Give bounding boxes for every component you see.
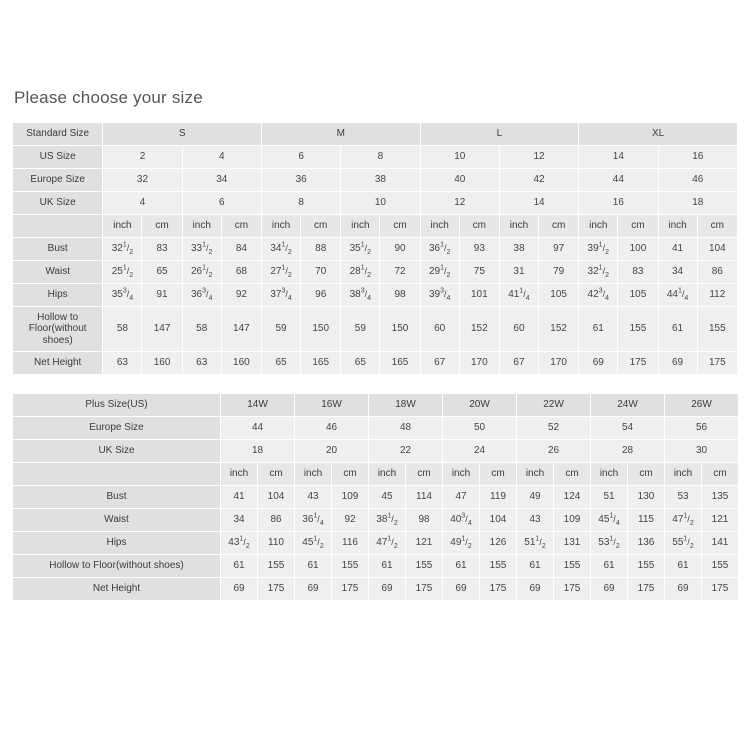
waist-cell: $26^1/_2$ xyxy=(182,261,221,284)
plus-size-table xyxy=(12,393,739,601)
unit-cell: inch xyxy=(182,215,221,238)
net-height-cell: 69 xyxy=(665,578,702,601)
waist-cell: 65 xyxy=(142,261,182,284)
net-height-cell: 175 xyxy=(702,578,739,601)
unit-cell: inch xyxy=(591,463,628,486)
bust-cell: 41 xyxy=(658,238,697,261)
row-label-waist: Waist xyxy=(13,261,103,284)
bust-cell: $39^1/_2$ xyxy=(579,238,618,261)
us-size-cell: 16 xyxy=(658,146,738,169)
bust-cell: 47 xyxy=(443,486,480,509)
waist-cell: 86 xyxy=(697,261,737,284)
net-height-cell: 69 xyxy=(517,578,554,601)
row-label-bust: Bust xyxy=(13,238,103,261)
waist-cell: 31 xyxy=(499,261,538,284)
unit-cell: cm xyxy=(380,215,420,238)
bust-cell: 49 xyxy=(517,486,554,509)
table-row-standard-size xyxy=(13,123,738,146)
plus-size-cell: 24W xyxy=(591,394,665,417)
uk-size-cell: 16 xyxy=(579,192,658,215)
hips-cell: $45^1/_2$ xyxy=(295,532,332,555)
europe-size-cell: 32 xyxy=(103,169,182,192)
unit-cell: inch xyxy=(221,463,258,486)
row-label-hollow-to-floor xyxy=(13,307,103,352)
bust-cell: 53 xyxy=(665,486,702,509)
us-size-cell: 8 xyxy=(341,146,420,169)
bust-cell: $34^1/_2$ xyxy=(261,238,300,261)
hips-cell: 98 xyxy=(380,284,420,307)
table-row-hollow-plus xyxy=(13,555,739,578)
waist-cell: $25^1/_2$ xyxy=(103,261,142,284)
row-label-hips-plus: Hips xyxy=(13,532,221,555)
unit-cell: inch xyxy=(420,215,459,238)
table-row-net-height xyxy=(13,352,738,375)
hips-cell: $49^1/_2$ xyxy=(443,532,480,555)
table-row-bust xyxy=(13,238,738,261)
net-height-cell: 67 xyxy=(499,352,538,375)
unit-cell: inch xyxy=(665,463,702,486)
uk-size-cell: 18 xyxy=(221,440,295,463)
waist-cell: 75 xyxy=(459,261,499,284)
europe-size-cell: 52 xyxy=(517,417,591,440)
row-label-uk-size: UK Size xyxy=(13,192,103,215)
net-height-cell: 165 xyxy=(301,352,341,375)
hollow-cell: 61 xyxy=(591,555,628,578)
table-row-uk-size-plus xyxy=(13,440,739,463)
size-group-m: M xyxy=(261,123,420,146)
net-height-cell: 175 xyxy=(332,578,369,601)
waist-cell: 98 xyxy=(406,509,443,532)
net-height-cell: 175 xyxy=(554,578,591,601)
unit-cell: inch xyxy=(443,463,480,486)
europe-size-cell: 46 xyxy=(295,417,369,440)
bust-cell: 104 xyxy=(697,238,737,261)
hips-cell: $38^3/_4$ xyxy=(341,284,380,307)
waist-cell: 79 xyxy=(539,261,579,284)
hips-cell: $39^3/_4$ xyxy=(420,284,459,307)
net-height-cell: 175 xyxy=(697,352,737,375)
hollow-cell: 61 xyxy=(517,555,554,578)
net-height-cell: 170 xyxy=(539,352,579,375)
hollow-cell: 59 xyxy=(261,307,300,352)
europe-size-cell: 40 xyxy=(420,169,499,192)
table-row-us-size xyxy=(13,146,738,169)
unit-cell: cm xyxy=(406,463,443,486)
size-group-xl: XL xyxy=(579,123,738,146)
uk-size-cell: 14 xyxy=(499,192,578,215)
hips-cell: 110 xyxy=(258,532,295,555)
net-height-cell: 175 xyxy=(628,578,665,601)
waist-cell: 83 xyxy=(618,261,658,284)
unit-cell: cm xyxy=(142,215,182,238)
unit-cell: inch xyxy=(658,215,697,238)
row-label-uk-size-plus: UK Size xyxy=(13,440,221,463)
us-size-cell: 6 xyxy=(261,146,340,169)
size-group-s: S xyxy=(103,123,262,146)
table-row-net-height-plus xyxy=(13,578,739,601)
hips-cell: $55^1/_2$ xyxy=(665,532,702,555)
uk-size-cell: 20 xyxy=(295,440,369,463)
hollow-cell: 150 xyxy=(380,307,420,352)
net-height-cell: 175 xyxy=(480,578,517,601)
waist-cell: $47^1/_2$ xyxy=(665,509,702,532)
bust-cell: 135 xyxy=(702,486,739,509)
unit-cell: cm xyxy=(697,215,737,238)
net-height-cell: 63 xyxy=(103,352,142,375)
net-height-cell: 69 xyxy=(658,352,697,375)
uk-size-cell: 30 xyxy=(665,440,739,463)
hollow-cell: 147 xyxy=(221,307,261,352)
net-height-cell: 69 xyxy=(591,578,628,601)
page-title: Please choose your size xyxy=(14,88,203,107)
hollow-cell: 147 xyxy=(142,307,182,352)
hollow-cell: 155 xyxy=(554,555,591,578)
row-label-net-height-plus: Net Height xyxy=(13,578,221,601)
bust-cell: 109 xyxy=(332,486,369,509)
net-height-cell: 65 xyxy=(341,352,380,375)
europe-size-cell: 36 xyxy=(261,169,340,192)
row-label-plus-size: Plus Size(US) xyxy=(13,394,221,417)
unit-cell: cm xyxy=(618,215,658,238)
hollow-cell: 155 xyxy=(258,555,295,578)
us-size-cell: 4 xyxy=(182,146,261,169)
hips-cell: 101 xyxy=(459,284,499,307)
hips-cell: 121 xyxy=(406,532,443,555)
plus-size-cell: 22W xyxy=(517,394,591,417)
bust-cell: 93 xyxy=(459,238,499,261)
bust-cell: 43 xyxy=(295,486,332,509)
hips-cell: 141 xyxy=(702,532,739,555)
hips-cell: $36^3/_4$ xyxy=(182,284,221,307)
net-height-cell: 67 xyxy=(420,352,459,375)
hips-cell: 116 xyxy=(332,532,369,555)
table-row-bust-plus xyxy=(13,486,739,509)
bust-cell: $32^1/_2$ xyxy=(103,238,142,261)
unit-cell: inch xyxy=(341,215,380,238)
size-group-l: L xyxy=(420,123,579,146)
waist-cell: 104 xyxy=(480,509,517,532)
hips-cell: $37^3/_4$ xyxy=(261,284,300,307)
hollow-cell: 155 xyxy=(480,555,517,578)
hips-cell: 92 xyxy=(221,284,261,307)
table-row-hollow-to-floor xyxy=(13,307,738,352)
unit-cell: inch xyxy=(103,215,142,238)
unit-cell: cm xyxy=(539,215,579,238)
hollow-cell: 61 xyxy=(369,555,406,578)
hollow-cell: 58 xyxy=(182,307,221,352)
bust-cell: 130 xyxy=(628,486,665,509)
hips-cell: $53^1/_2$ xyxy=(591,532,628,555)
waist-cell: 92 xyxy=(332,509,369,532)
hollow-cell: 150 xyxy=(301,307,341,352)
table-row-waist-plus xyxy=(13,509,739,532)
row-label-bust-plus: Bust xyxy=(13,486,221,509)
unit-cell: cm xyxy=(332,463,369,486)
europe-size-cell: 44 xyxy=(221,417,295,440)
table-row-europe-size-plus xyxy=(13,417,739,440)
hips-cell: $51^1/_2$ xyxy=(517,532,554,555)
us-size-cell: 2 xyxy=(103,146,182,169)
hollow-cell: 152 xyxy=(459,307,499,352)
row-label-us-size: US Size xyxy=(13,146,103,169)
unit-cell: cm xyxy=(702,463,739,486)
bust-cell: 119 xyxy=(480,486,517,509)
row-label-net-height: Net Height xyxy=(13,352,103,375)
net-height-cell: 69 xyxy=(443,578,480,601)
plus-size-cell: 20W xyxy=(443,394,517,417)
hollow-line-2: Floor(without xyxy=(28,323,87,335)
hollow-cell: 60 xyxy=(420,307,459,352)
bust-cell: 38 xyxy=(499,238,538,261)
hollow-cell: 61 xyxy=(658,307,697,352)
bust-cell: 97 xyxy=(539,238,579,261)
plus-size-cell: 26W xyxy=(665,394,739,417)
plus-size-cell: 16W xyxy=(295,394,369,417)
unit-cell: cm xyxy=(459,215,499,238)
hips-cell: 105 xyxy=(539,284,579,307)
net-height-cell: 175 xyxy=(258,578,295,601)
plus-size-cell: 18W xyxy=(369,394,443,417)
uk-size-cell: 28 xyxy=(591,440,665,463)
hips-cell: $47^1/_2$ xyxy=(369,532,406,555)
hips-cell: 96 xyxy=(301,284,341,307)
table-row-waist xyxy=(13,261,738,284)
bust-cell: 51 xyxy=(591,486,628,509)
hollow-cell: 61 xyxy=(665,555,702,578)
net-height-cell: 170 xyxy=(459,352,499,375)
table-row-uk-size xyxy=(13,192,738,215)
us-size-cell: 12 xyxy=(499,146,578,169)
unit-cell: cm xyxy=(480,463,517,486)
net-height-cell: 160 xyxy=(142,352,182,375)
net-height-cell: 175 xyxy=(406,578,443,601)
bust-cell: 83 xyxy=(142,238,182,261)
unit-cell: cm xyxy=(554,463,591,486)
europe-size-cell: 50 xyxy=(443,417,517,440)
unit-cell: inch xyxy=(369,463,406,486)
uk-size-cell: 10 xyxy=(341,192,420,215)
hollow-cell: 59 xyxy=(341,307,380,352)
hollow-cell: 155 xyxy=(332,555,369,578)
net-height-cell: 160 xyxy=(221,352,261,375)
hollow-cell: 61 xyxy=(221,555,258,578)
net-height-cell: 69 xyxy=(369,578,406,601)
unit-cell: inch xyxy=(579,215,618,238)
row-label-units-plus xyxy=(13,463,221,486)
bust-cell: 45 xyxy=(369,486,406,509)
row-label-waist-plus: Waist xyxy=(13,509,221,532)
unit-cell: cm xyxy=(301,215,341,238)
bust-cell: $35^1/_2$ xyxy=(341,238,380,261)
waist-cell: 121 xyxy=(702,509,739,532)
hips-cell: 126 xyxy=(480,532,517,555)
uk-size-cell: 8 xyxy=(261,192,340,215)
net-height-cell: 69 xyxy=(579,352,618,375)
waist-cell: $45^1/_4$ xyxy=(591,509,628,532)
hips-cell: 131 xyxy=(554,532,591,555)
uk-size-cell: 4 xyxy=(103,192,182,215)
waist-cell: 43 xyxy=(517,509,554,532)
waist-cell: 34 xyxy=(221,509,258,532)
hips-cell: 91 xyxy=(142,284,182,307)
waist-cell: $40^3/_4$ xyxy=(443,509,480,532)
row-label-europe-size-plus: Europe Size xyxy=(13,417,221,440)
hollow-cell: 61 xyxy=(579,307,618,352)
net-height-cell: 69 xyxy=(221,578,258,601)
europe-size-cell: 44 xyxy=(579,169,658,192)
bust-cell: $36^1/_2$ xyxy=(420,238,459,261)
europe-size-cell: 54 xyxy=(591,417,665,440)
unit-cell: inch xyxy=(499,215,538,238)
waist-cell: 86 xyxy=(258,509,295,532)
hips-cell: $41^1/_4$ xyxy=(499,284,538,307)
unit-cell: inch xyxy=(295,463,332,486)
hollow-line-3: shoes) xyxy=(42,334,73,346)
row-label-hollow-plus: Hollow to Floor(without shoes) xyxy=(13,555,221,578)
hips-cell: $44^1/_4$ xyxy=(658,284,697,307)
hips-cell: $35^3/_4$ xyxy=(103,284,142,307)
unit-cell: inch xyxy=(261,215,300,238)
hollow-cell: 60 xyxy=(499,307,538,352)
hollow-cell: 152 xyxy=(539,307,579,352)
bust-cell: 104 xyxy=(258,486,295,509)
table-row-europe-size xyxy=(13,169,738,192)
bust-cell: 100 xyxy=(618,238,658,261)
uk-size-cell: 26 xyxy=(517,440,591,463)
uk-size-cell: 24 xyxy=(443,440,517,463)
unit-cell: cm xyxy=(628,463,665,486)
europe-size-cell: 38 xyxy=(341,169,420,192)
hollow-line-1: Hollow to xyxy=(37,311,79,323)
net-height-cell: 69 xyxy=(295,578,332,601)
net-height-cell: 65 xyxy=(261,352,300,375)
hollow-cell: 155 xyxy=(628,555,665,578)
europe-size-cell: 56 xyxy=(665,417,739,440)
net-height-cell: 63 xyxy=(182,352,221,375)
hollow-cell: 58 xyxy=(103,307,142,352)
us-size-cell: 14 xyxy=(579,146,658,169)
table-row-hips-plus xyxy=(13,532,739,555)
hips-cell: 136 xyxy=(628,532,665,555)
hollow-cell: 61 xyxy=(443,555,480,578)
bust-cell: 114 xyxy=(406,486,443,509)
bust-cell: 90 xyxy=(380,238,420,261)
table-spacer xyxy=(12,375,738,393)
hips-cell: 112 xyxy=(697,284,737,307)
waist-cell: 34 xyxy=(658,261,697,284)
bust-cell: 88 xyxy=(301,238,341,261)
hollow-cell: 155 xyxy=(702,555,739,578)
europe-size-cell: 34 xyxy=(182,169,261,192)
unit-cell: cm xyxy=(221,215,261,238)
unit-cell: inch xyxy=(517,463,554,486)
net-height-cell: 175 xyxy=(618,352,658,375)
waist-cell: 70 xyxy=(301,261,341,284)
waist-cell: 68 xyxy=(221,261,261,284)
hips-cell: 105 xyxy=(618,284,658,307)
waist-cell: $32^1/_2$ xyxy=(579,261,618,284)
hollow-cell: 155 xyxy=(618,307,658,352)
table-row-hips xyxy=(13,284,738,307)
row-label-units xyxy=(13,215,103,238)
plus-size-cell: 14W xyxy=(221,394,295,417)
hollow-cell: 155 xyxy=(406,555,443,578)
net-height-cell: 165 xyxy=(380,352,420,375)
waist-cell: $29^1/_2$ xyxy=(420,261,459,284)
hips-cell: $42^3/_4$ xyxy=(579,284,618,307)
bust-cell: 84 xyxy=(221,238,261,261)
waist-cell: 109 xyxy=(554,509,591,532)
waist-cell: 72 xyxy=(380,261,420,284)
row-label-hips: Hips xyxy=(13,284,103,307)
us-size-cell: 10 xyxy=(420,146,499,169)
uk-size-cell: 18 xyxy=(658,192,738,215)
bust-cell: $33^1/_2$ xyxy=(182,238,221,261)
bust-cell: 41 xyxy=(221,486,258,509)
waist-cell: $27^1/_2$ xyxy=(261,261,300,284)
table-row-plus-size xyxy=(13,394,739,417)
unit-cell: cm xyxy=(258,463,295,486)
uk-size-cell: 12 xyxy=(420,192,499,215)
europe-size-cell: 46 xyxy=(658,169,738,192)
table-row-units-plus xyxy=(13,463,739,486)
table-row-units xyxy=(13,215,738,238)
uk-size-cell: 6 xyxy=(182,192,261,215)
row-label-europe-size: Europe Size xyxy=(13,169,103,192)
row-label-standard-size: Standard Size xyxy=(13,123,103,146)
hollow-cell: 155 xyxy=(697,307,737,352)
hollow-cell: 61 xyxy=(295,555,332,578)
europe-size-cell: 48 xyxy=(369,417,443,440)
waist-cell: $28^1/_2$ xyxy=(341,261,380,284)
waist-cell: $38^1/_2$ xyxy=(369,509,406,532)
waist-cell: $36^1/_4$ xyxy=(295,509,332,532)
hips-cell: $43^1/_2$ xyxy=(221,532,258,555)
waist-cell: 115 xyxy=(628,509,665,532)
europe-size-cell: 42 xyxy=(499,169,578,192)
standard-size-table xyxy=(12,122,738,375)
uk-size-cell: 22 xyxy=(369,440,443,463)
bust-cell: 124 xyxy=(554,486,591,509)
